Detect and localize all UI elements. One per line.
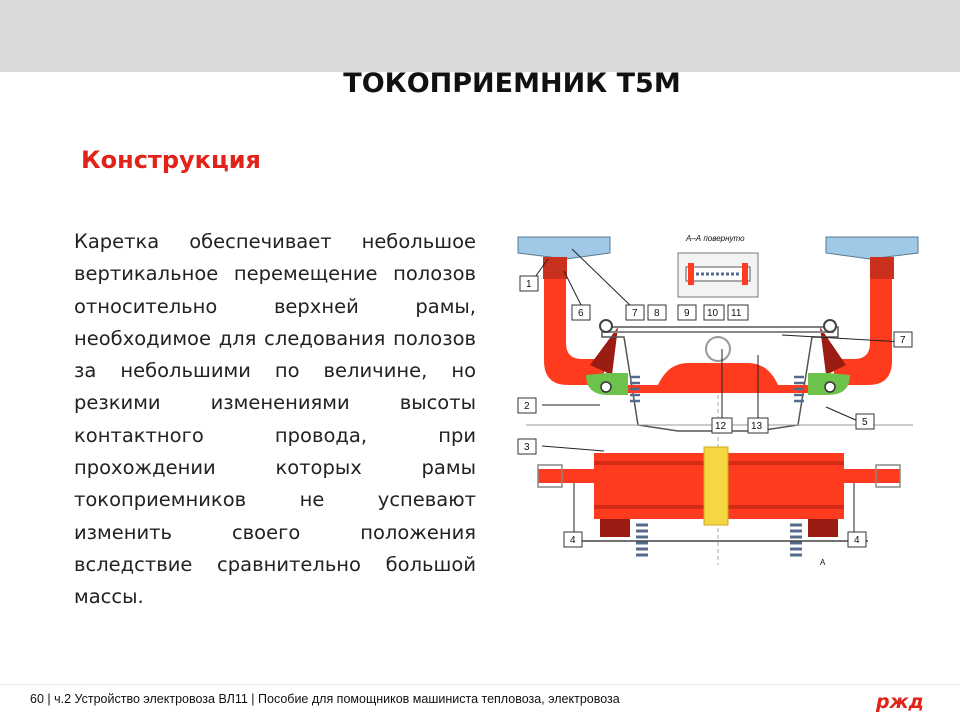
svg-text:ржд: ржд bbox=[876, 691, 924, 713]
right-pivot bbox=[824, 320, 836, 332]
body-paragraph: Каретка обеспечивает небольшое вертикальное перемещение полозов относительно верхней рамы, необходимое для следования полозов за небольшими по величине, но резкими изменениями высоты контактного провода, при прохождении которых рамы токоприемников не успевают изменить своего положения вследствие сравнительно большой массы. bbox=[74, 230, 476, 609]
section-subtitle: Конструкция bbox=[81, 146, 261, 174]
right-bracket-pin bbox=[825, 382, 835, 392]
left-lower-spring bbox=[636, 525, 648, 555]
section-caption: А–А повернуто bbox=[686, 234, 745, 243]
section-detail bbox=[678, 253, 758, 297]
left-lower-block bbox=[600, 519, 630, 537]
footer-text: | ч.2 Устройство электровоза ВЛ11 | Пособие для помощников машиниста тепловоза, электровоза bbox=[47, 692, 620, 706]
right-lower-spring bbox=[790, 525, 802, 555]
right-lower-block bbox=[808, 519, 838, 537]
left-tube bbox=[538, 469, 594, 483]
svg-text:4: 4 bbox=[854, 535, 860, 546]
left-pivot bbox=[600, 320, 612, 332]
right-pad-holder bbox=[870, 257, 894, 279]
rzd-logo bbox=[874, 689, 926, 713]
svg-text:7: 7 bbox=[632, 308, 638, 319]
svg-text:1: 1 bbox=[526, 279, 532, 290]
svg-text:13: 13 bbox=[751, 421, 763, 432]
svg-text:4: 4 bbox=[570, 535, 576, 546]
footer-divider bbox=[0, 684, 960, 685]
center-carriage-block bbox=[704, 447, 728, 525]
right-arm bbox=[834, 279, 892, 385]
svg-text:12: 12 bbox=[715, 421, 727, 432]
pantograph-carriage-diagram bbox=[508, 225, 928, 575]
svg-text:10: 10 bbox=[707, 308, 719, 319]
slide-title: ТОКОПРИЕМНИК Т5М bbox=[343, 68, 681, 99]
right-tube bbox=[844, 469, 900, 483]
left-contact-pad bbox=[518, 237, 610, 259]
svg-text:11: 11 bbox=[731, 308, 742, 319]
header-band bbox=[0, 0, 960, 72]
svg-text:9: 9 bbox=[684, 308, 690, 319]
left-arm bbox=[544, 279, 604, 385]
svg-text:8: 8 bbox=[654, 308, 660, 319]
footer bbox=[30, 692, 620, 706]
page-number: 60 bbox=[30, 692, 44, 706]
left-bracket-pin bbox=[601, 382, 611, 392]
svg-text:7: 7 bbox=[900, 335, 906, 346]
center-ring bbox=[706, 337, 730, 361]
svg-text:6: 6 bbox=[578, 308, 584, 319]
side-mark: А bbox=[820, 558, 826, 567]
svg-text:2: 2 bbox=[524, 401, 530, 412]
svg-text:3: 3 bbox=[524, 442, 530, 453]
svg-text:5: 5 bbox=[862, 417, 868, 428]
right-contact-pad bbox=[826, 237, 918, 259]
